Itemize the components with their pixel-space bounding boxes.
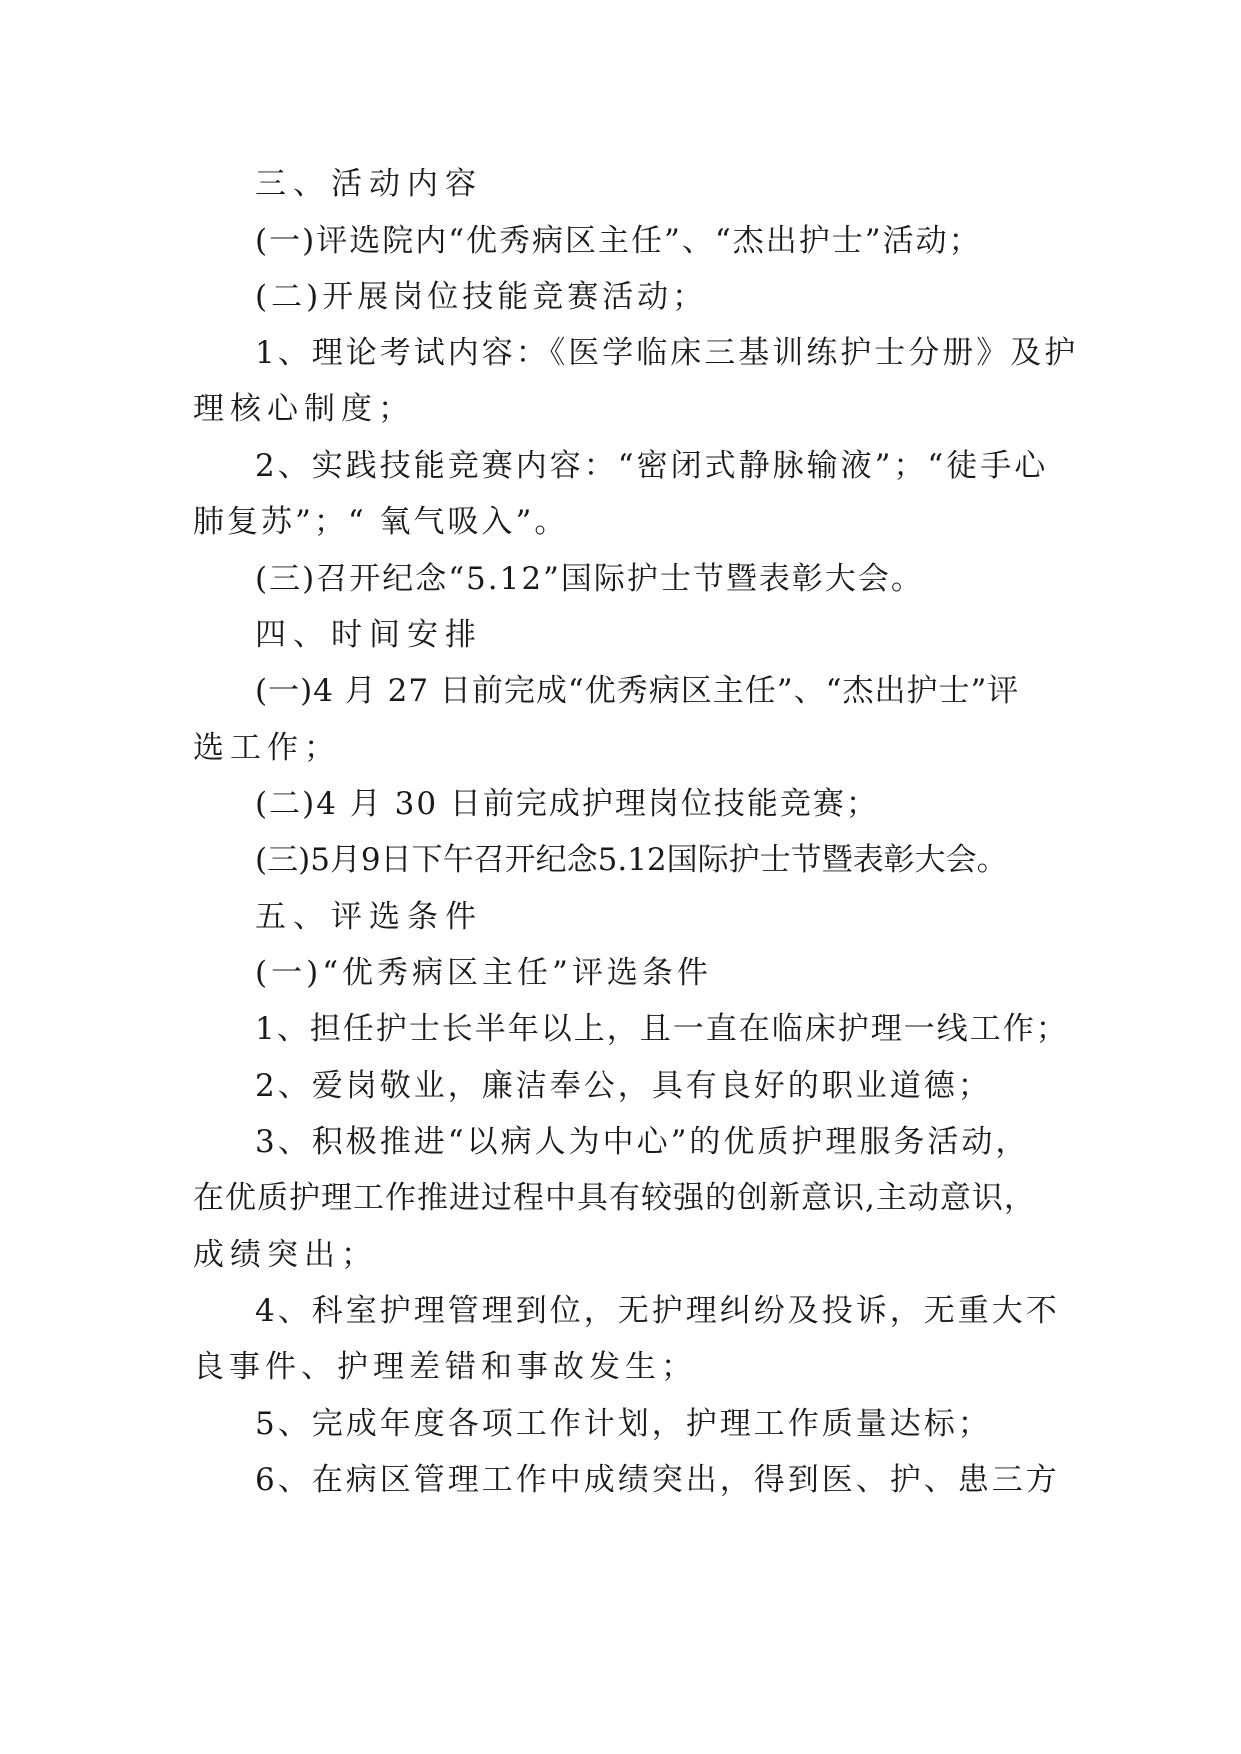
- paragraph-line: 肺复苏”；“ 氧气吸入”。: [193, 504, 569, 540]
- paragraph-line: (一)4 月 27 日前完成“优秀病区主任”、“杰出护士”评: [255, 673, 1020, 709]
- paragraph-line: 理核心制度；: [193, 391, 415, 427]
- paragraph-line: (一)“优秀病区主任”评选条件: [255, 955, 712, 991]
- paragraph-line: (三)5月9日下午召开纪念5.12国际护士节暨表彰大会。: [255, 842, 1008, 878]
- paragraph-line: 1、担任护士长半年以上，且一直在临床护理一线工作；: [255, 1011, 1069, 1047]
- paragraph-line: 1、理论考试内容：《医学临床三基训练护士分册》及护: [255, 335, 1079, 371]
- paragraph-line: 4、科室护理管理到位，无护理纠纷及投诉，无重大不: [255, 1293, 1060, 1329]
- paragraph-line: (二)4 月 30 日前完成护理岗位技能竞赛；: [255, 786, 879, 822]
- section-heading-schedule: 四、时间安排: [255, 617, 483, 653]
- paragraph-line: (一)评选院内“优秀病区主任”、“杰出护士”活动；: [255, 223, 982, 259]
- paragraph-line: 良事件、护理差错和事故发生；: [193, 1349, 697, 1385]
- section-heading-activity-content: 三、活动内容: [255, 166, 483, 202]
- paragraph-line: 选工作；: [193, 730, 341, 766]
- paragraph-line: 5、完成年度各项工作计划，护理工作质量达标；: [255, 1406, 992, 1442]
- paragraph-line: 2、实践技能竞赛内容：“密闭式静脉输液”；“徒手心: [255, 448, 1049, 484]
- section-heading-criteria: 五、评选条件: [255, 899, 483, 935]
- paragraph-line: 3、积极推进“以病人为中心”的优质护理服务活动，: [255, 1124, 1030, 1160]
- paragraph-line: (三)召开纪念“5.12”国际护士节暨表彰大会。: [255, 561, 924, 597]
- paragraph-line: 在优质护理工作推进过程中具有较强的创新意识,主动意识，: [193, 1180, 1036, 1216]
- paragraph-line: (二)开展岗位技能竞赛活动；: [255, 279, 708, 315]
- paragraph-line: 6、在病区管理工作中成绩突出，得到医、护、患三方: [255, 1462, 1060, 1498]
- paragraph-line: 成绩突出；: [193, 1237, 378, 1273]
- paragraph-line: 2、爱岗敬业，廉洁奉公，具有良好的职业道德；: [255, 1068, 992, 1104]
